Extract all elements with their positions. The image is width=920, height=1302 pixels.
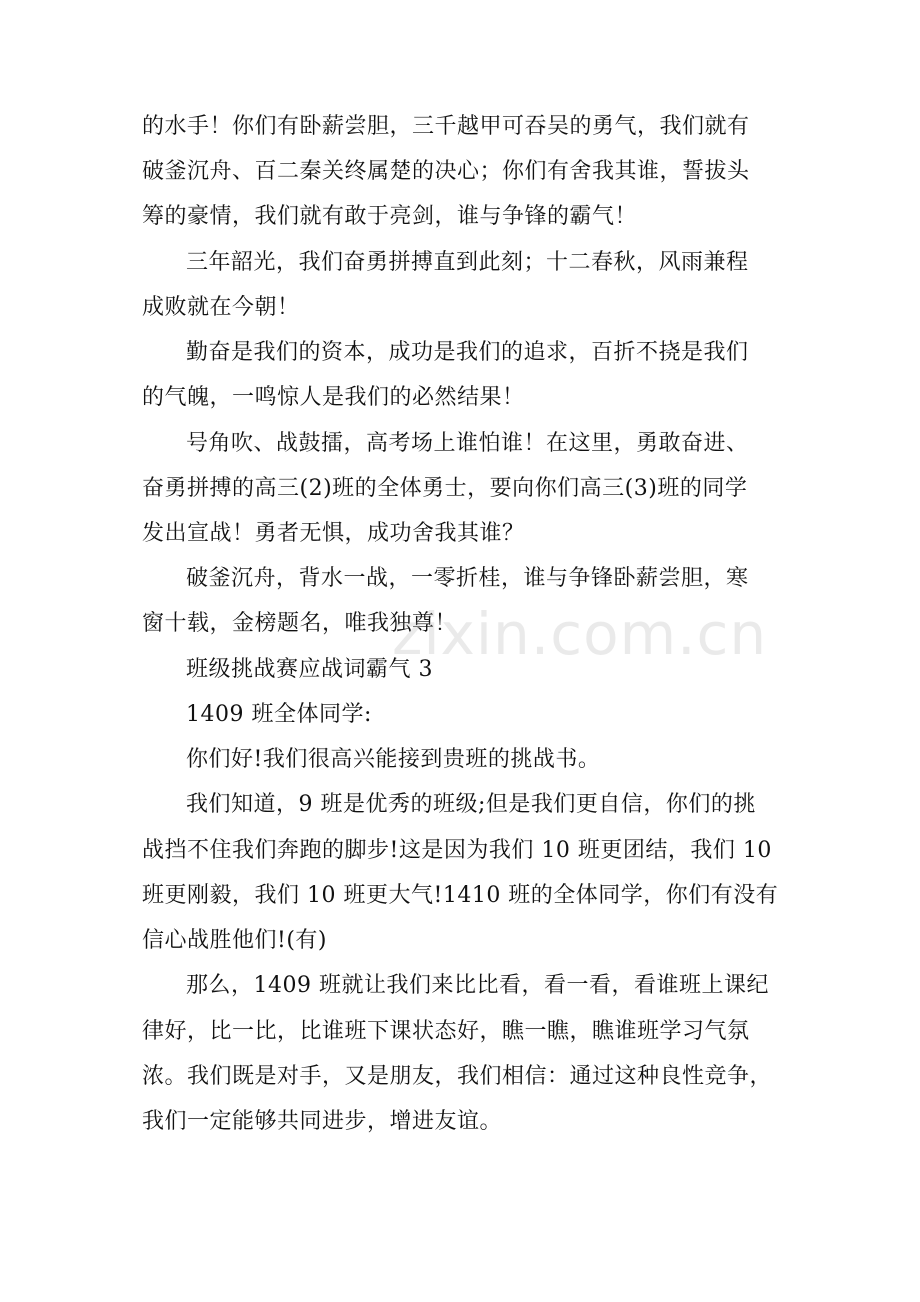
text-line-17: 战挡不住我们奔跑的脚步!这是因为我们 10 班更团结，我们 10 [142, 838, 772, 863]
text-line-3: 筹的豪情，我们就有敢于亮剑，谁与争锋的霸气！ [142, 204, 638, 229]
text-line-7: 的气魄，一鸣惊人是我们的必然结果！ [142, 385, 525, 410]
text-line-2: 破釜沉舟、百二秦关终属楚的决心；你们有舍我其谁，誓拔头 [142, 159, 750, 184]
text-line-23: 我们一定能够共同进步，增进友谊。 [142, 1109, 503, 1134]
text-line-19: 信心战胜他们!(有) [142, 928, 328, 953]
section-heading: 班级挑战赛应战词霸气 3 [186, 657, 433, 682]
watermark: zixin.com.cn [392, 600, 768, 668]
greeting: 你们好!我们很高兴能接到贵班的挑战书。 [186, 747, 601, 772]
paragraph-start: 号角吹、战鼓擂，高考场上谁怕谁！在这里，勇敢奋进、 [186, 431, 749, 456]
text-line-1: 的水手！你们有卧薪尝胆，三千越甲可吞吴的勇气，我们就有 [142, 114, 750, 139]
text-line-10: 发出宣战！勇者无惧，成功舍我其谁？ [142, 521, 525, 546]
text-line-12: 窗十载，金榜题名，唯我独尊！ [142, 611, 458, 636]
salutation: 1409 班全体同学: [186, 702, 372, 727]
text-line-9: 奋勇拼搏的高三(2)班的全体勇士，要向你们高三(3)班的同学 [142, 476, 748, 501]
paragraph-start: 破釜沉舟，背水一战，一零折桂，谁与争锋卧薪尝胆，寒 [186, 566, 749, 591]
paragraph-start: 我们知道，9 班是优秀的班级;但是我们更自信，你们的挑 [186, 792, 756, 817]
text-line-21: 律好，比一比，比谁班下课状态好，瞧一瞧，瞧谁班学习气氛 [142, 1019, 750, 1044]
paragraph-start: 三年韶光，我们奋勇拼搏直到此刻；十二春秋，风雨兼程 [186, 250, 749, 275]
text-line-18: 班更刚毅，我们 10 班更大气!1410 班的全体同学，你们有没有 [142, 883, 779, 908]
text-line-22: 浓。我们既是对手，又是朋友，我们相信：通过这种良性竞争， [142, 1064, 773, 1089]
paragraph-start: 那么，1409 班就让我们来比比看，看一看，看谁班上课纪 [186, 973, 769, 998]
paragraph-start: 勤奋是我们的资本，成功是我们的追求，百折不挠是我们 [186, 340, 749, 365]
text-line-5: 成败就在今朝！ [142, 295, 300, 320]
